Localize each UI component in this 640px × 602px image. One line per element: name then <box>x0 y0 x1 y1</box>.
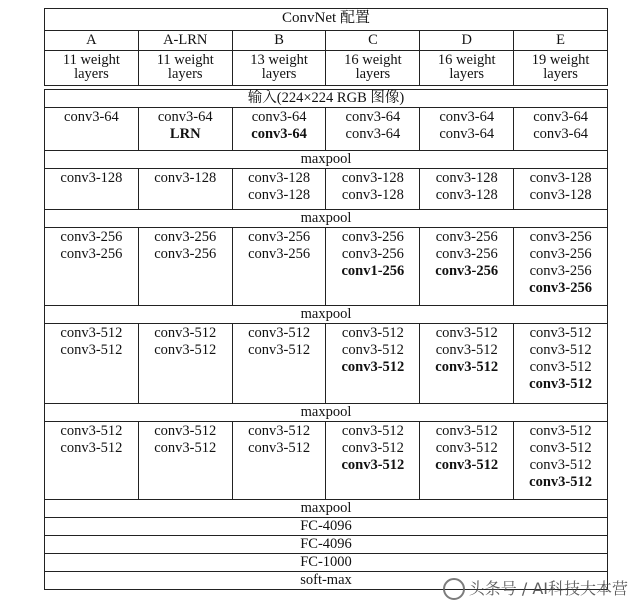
tail-layer-row: FC-1000 <box>45 554 608 572</box>
layer-label: conv3-256 <box>60 246 123 262</box>
layer-label: conv3-512 <box>435 342 498 358</box>
layer-label: conv3-512 <box>341 325 404 341</box>
layer-label: conv3-128 <box>154 170 217 186</box>
maxpool-row: maxpool <box>45 210 608 228</box>
layer-label: conv3-512 <box>60 342 123 358</box>
layer-label: conv3-256 <box>529 246 592 262</box>
layer-label: conv3-64 <box>64 109 119 125</box>
column-name: C <box>326 31 420 51</box>
column-desc: 11 weight layers <box>138 51 232 86</box>
layer-label: conv3-128 <box>341 170 404 186</box>
table-title: ConvNet 配置 <box>45 9 608 31</box>
layer-label: conv3-512 <box>248 342 311 358</box>
layer-cell <box>232 108 326 151</box>
layer-label: conv3-512 <box>60 325 123 341</box>
layer-label: conv3-128 <box>529 187 592 203</box>
layer-cell <box>232 422 326 500</box>
tail-layer-row: FC-4096 <box>45 518 608 536</box>
column-desc: 13 weight layers <box>232 51 326 86</box>
layer-cell <box>420 228 514 306</box>
layer-label: conv3-256 <box>248 246 311 262</box>
layer-label: conv3-128 <box>435 187 498 203</box>
layer-label: conv3-512 <box>341 440 404 456</box>
layer-label: conv3-512 <box>529 376 592 392</box>
column-desc: 19 weight layers <box>514 51 608 86</box>
layer-block-row <box>45 169 608 210</box>
layer-label: LRN <box>169 126 201 142</box>
layer-label: conv3-512 <box>154 342 217 358</box>
layer-cell <box>326 228 420 306</box>
layer-label: conv3-64 <box>533 109 588 125</box>
layer-label: conv3-512 <box>435 325 498 341</box>
column-name: D <box>420 31 514 51</box>
layer-label: conv3-128 <box>529 170 592 186</box>
layer-label: conv3-512 <box>529 474 592 490</box>
layer-label: conv3-512 <box>154 423 217 439</box>
layer-label: conv3-256 <box>154 229 217 245</box>
layer-label: conv3-64 <box>345 126 401 142</box>
layer-cell <box>138 169 232 210</box>
layer-label: conv3-512 <box>529 440 592 456</box>
layer-cell <box>138 422 232 500</box>
layer-label: conv3-512 <box>435 423 498 439</box>
layer-cell <box>326 324 420 404</box>
layer-label: conv3-512 <box>435 457 499 473</box>
layer-cell <box>420 324 514 404</box>
column-name: B <box>232 31 326 51</box>
layer-cell <box>326 108 420 151</box>
input-row: 输入(224×224 RGB 图像) <box>45 90 608 108</box>
layer-label: conv3-512 <box>529 457 592 473</box>
layer-label: conv3-256 <box>341 246 404 262</box>
layer-cell <box>514 108 608 151</box>
layer-label: conv3-512 <box>529 359 592 375</box>
column-name: E <box>514 31 608 51</box>
layer-label: conv3-512 <box>435 359 499 375</box>
layer-cell <box>326 422 420 500</box>
layer-label: conv3-128 <box>248 187 311 203</box>
column-name: A <box>45 31 139 51</box>
column-desc-row <box>45 51 608 86</box>
layer-label: conv3-128 <box>435 170 498 186</box>
layer-cell <box>45 324 139 404</box>
layer-label: conv3-256 <box>60 229 123 245</box>
layer-cell <box>138 108 232 151</box>
layer-label: conv3-512 <box>341 423 404 439</box>
layer-label: conv3-512 <box>341 342 404 358</box>
layer-block-row <box>45 422 608 500</box>
layer-label: conv3-512 <box>248 440 311 456</box>
layer-label: conv3-512 <box>529 423 592 439</box>
layer-cell <box>232 169 326 210</box>
layer-cell <box>45 108 139 151</box>
layer-block-row <box>45 108 608 151</box>
layer-label: conv3-256 <box>435 229 498 245</box>
maxpool-row: maxpool <box>45 404 608 422</box>
layer-label: conv3-256 <box>435 246 498 262</box>
layer-label: conv3-64 <box>251 126 307 142</box>
layer-label: conv3-512 <box>60 440 123 456</box>
layer-label: conv3-256 <box>154 246 217 262</box>
watermark-logo-icon <box>443 578 465 600</box>
watermark <box>443 576 628 601</box>
layer-label: conv3-512 <box>248 423 311 439</box>
layer-cell <box>420 108 514 151</box>
layer-label: conv3-512 <box>341 457 405 473</box>
layer-cell <box>514 228 608 306</box>
layer-block-row <box>45 228 608 306</box>
layer-label: conv3-64 <box>439 126 495 142</box>
layer-cell <box>45 169 139 210</box>
maxpool-row: maxpool <box>45 306 608 324</box>
layer-label: conv3-256 <box>435 263 499 279</box>
column-desc: 16 weight layers <box>326 51 420 86</box>
column-desc: 11 weight layers <box>45 51 139 86</box>
layer-label: conv3-128 <box>341 187 404 203</box>
layer-cell <box>138 324 232 404</box>
layer-label: conv3-256 <box>248 229 311 245</box>
layer-label: conv3-512 <box>60 423 123 439</box>
layer-label: conv3-64 <box>533 126 588 142</box>
layer-cell <box>232 228 326 306</box>
layer-cell <box>326 169 420 210</box>
convnet-config-table <box>44 8 608 590</box>
layer-cell <box>514 169 608 210</box>
table-header <box>44 8 608 86</box>
layer-label: conv3-256 <box>529 229 592 245</box>
layer-label: conv3-256 <box>341 229 404 245</box>
tail-layer-row: soft-max <box>45 572 608 590</box>
layer-label: conv3-512 <box>529 325 592 341</box>
layer-cell <box>45 228 139 306</box>
watermark-text: 头条号 / AI科技大本营 <box>468 578 628 598</box>
layer-block-row <box>45 324 608 404</box>
layer-label: conv3-512 <box>248 325 311 341</box>
layer-cell <box>45 422 139 500</box>
layer-cell <box>420 169 514 210</box>
layer-label: conv3-64 <box>439 109 495 125</box>
layer-label: conv3-64 <box>345 109 401 125</box>
layer-label: conv1-256 <box>341 263 405 279</box>
column-name: A-LRN <box>138 31 232 51</box>
column-desc: 16 weight layers <box>420 51 514 86</box>
layer-label: conv3-64 <box>157 109 213 125</box>
maxpool-row: maxpool <box>45 151 608 169</box>
layer-cell <box>232 324 326 404</box>
maxpool-row: maxpool <box>45 500 608 518</box>
layer-label: conv3-512 <box>154 440 217 456</box>
layer-label: conv3-256 <box>529 263 592 279</box>
layer-label: conv3-256 <box>529 280 592 296</box>
layer-cell <box>514 422 608 500</box>
layer-label: conv3-512 <box>341 359 405 375</box>
layer-label: conv3-512 <box>529 342 592 358</box>
layer-label: conv3-512 <box>154 325 217 341</box>
tail-layer-row: FC-4096 <box>45 536 608 554</box>
layer-label: conv3-128 <box>60 170 123 186</box>
column-name-row <box>45 31 608 51</box>
layer-cell <box>420 422 514 500</box>
layer-label: conv3-64 <box>251 109 307 125</box>
layer-label: conv3-512 <box>435 440 498 456</box>
layer-label: conv3-128 <box>248 170 311 186</box>
table-body <box>44 89 608 590</box>
layer-cell <box>138 228 232 306</box>
layer-cell <box>514 324 608 404</box>
